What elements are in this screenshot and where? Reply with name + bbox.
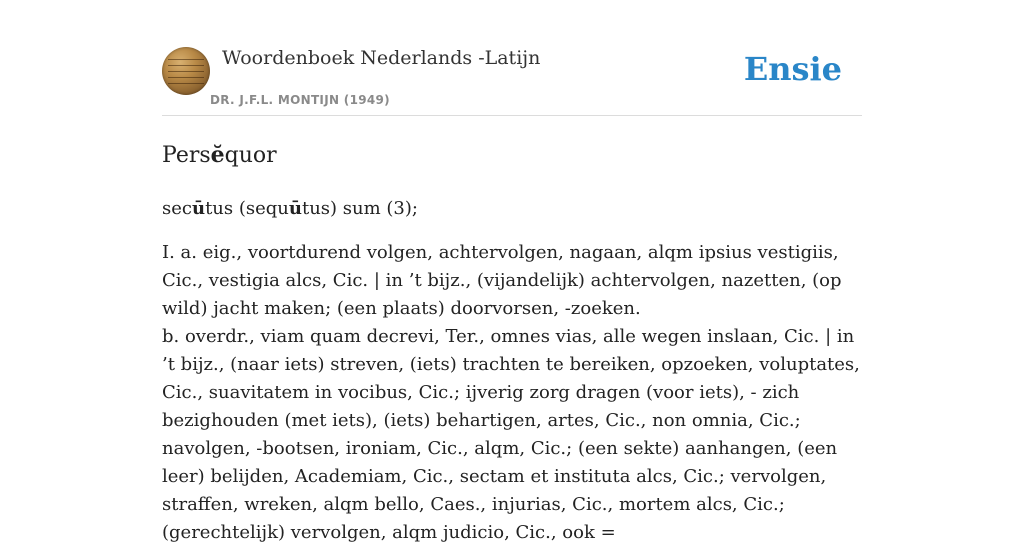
headword (162, 140, 862, 171)
forms-part: sec (162, 198, 192, 219)
definition-paragraph: b. overdr., viam quam decrevi, Ter., omnes vias, alle wegen inslaan, Cic. | in ’t bijz., (naar iets) streven, (iets) trachten te bereiken, opzoeken, voluptates, Cic., suavitatem in vocibus, Cic.; ijverig zorg dragen (voor iets), - zich bezighouden (met iets), (iets) behartigen, artes, Cic., non omnia, Cic.; navolgen, -bootsen, ironiam, Cic., alqm, Cic.; (een sekte) aanhangen, (een leer) belijden, Academiam, Cic., sectam et instituta alcs, Cic.; vervolgen, straffen, wreken, alqm bello, Caes., injurias, Cic., mortem alcs, Cic.; (gerechtelijk) vervolgen, alqm judicio, Cic., ook = (162, 326, 860, 543)
forms-part: tus) sum (3); (301, 198, 418, 219)
definition-paragraph: I. a. eig., voortdurend volgen, achtervolgen, nagaan, alqm ipsius vestigiis, Cic., vestigia alcs, Cic. | in ’t bijz., (vijandelijk) achtervolgen, nazetten, (op wild) jacht maken; (een plaats) doorvorsen, -zoeken. (162, 242, 842, 319)
headword-part: Pers (162, 143, 211, 168)
definition-text (162, 239, 862, 547)
dictionary-title[interactable]: Woordenboek Nederlands -Latijn (222, 47, 541, 69)
ensie-brand-link[interactable]: Ensie (743, 50, 842, 88)
forms-accent: ū (288, 198, 302, 219)
headword-accent: ĕ (210, 142, 225, 168)
forms-accent: ū (191, 198, 206, 219)
dictionary-entry (162, 140, 862, 547)
headword-part: quor (224, 143, 277, 168)
dictionary-author: DR. J.F.L. MONTIJN (1949) (210, 93, 390, 107)
dictionary-header (162, 46, 862, 116)
principal-parts (162, 196, 862, 222)
forms-part: tus (sequ (205, 198, 289, 219)
header-divider (162, 115, 862, 116)
dictionary-logo-icon[interactable] (162, 47, 210, 95)
